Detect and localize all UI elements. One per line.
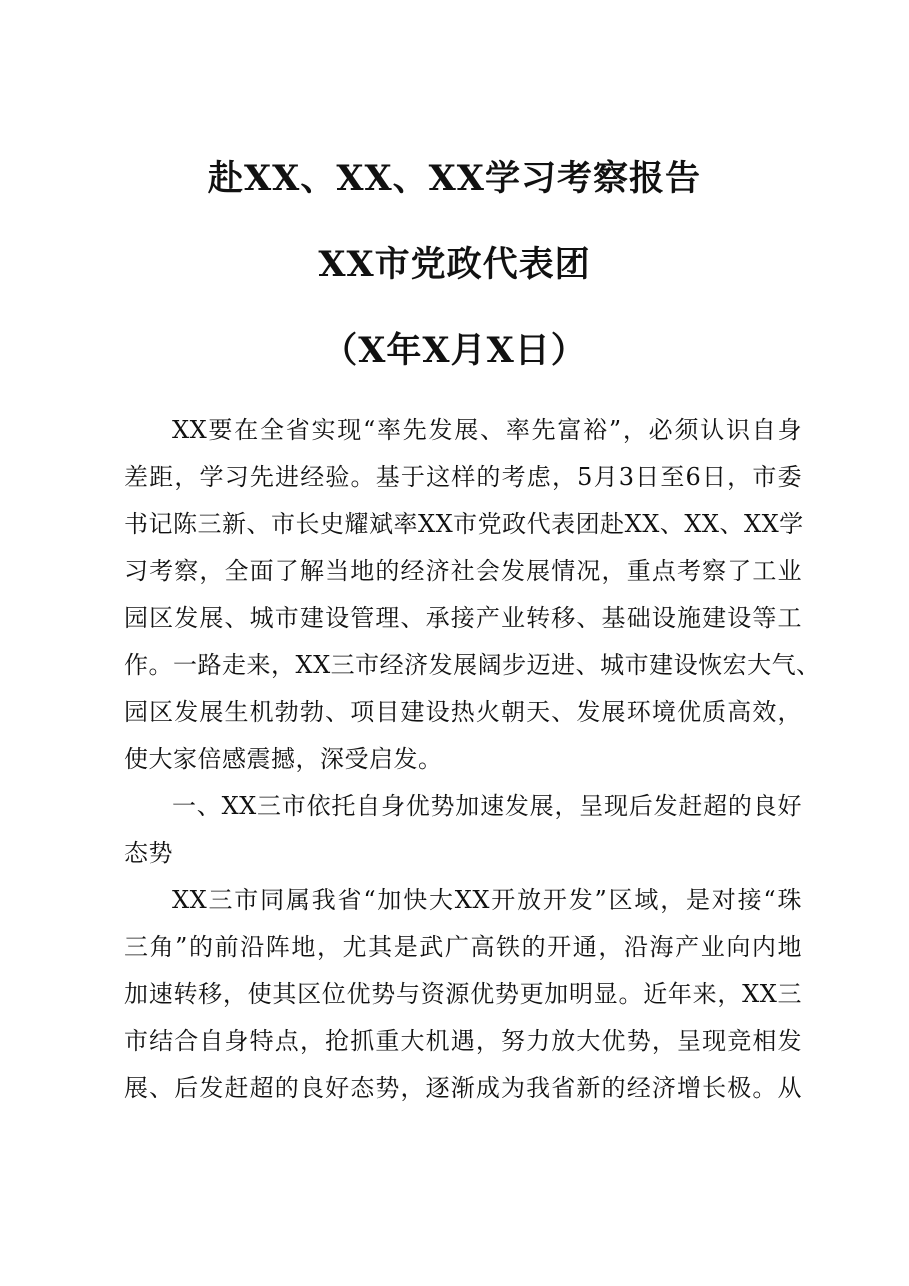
paragraph-1-line-5: 园区发展、城市建设管理、承接产业转移、基础设施建设等工	[124, 604, 802, 632]
paragraph-3-line-4: 市结合自身特点，抢抓重大机遇，努力放大优势，呈现竞相发	[124, 1027, 802, 1055]
paragraph-1-line-4: 习考察，全面了解当地的经济社会发展情况，重点考察了工业	[124, 557, 802, 585]
paragraph-3-line-1: XX三市同属我省“加快大XX开放开发”区域，是对接“珠	[172, 886, 802, 914]
paragraph-1-line-7: 园区发展生机勃勃、项目建设热火朝天、发展环境优质高效，	[124, 698, 802, 726]
document-date: （X年X月X日）	[322, 330, 587, 371]
paragraph-1-line-1: XX要在全省实现“率先发展、率先富裕”，必须认识自身	[172, 416, 802, 444]
section-heading-line-1: 一、XX三市依托自身优势加速发展，呈现后发赶超的良好	[172, 792, 802, 820]
section-heading-line-2: 态势	[124, 839, 173, 867]
paragraph-1-line-3: 书记陈三新、市长史耀斌率XX市党政代表团赴XX、XX、XX学	[124, 510, 804, 538]
document-issuer: XX市党政代表团	[318, 244, 591, 285]
paragraph-1-line-6: 作。一路走来，XX三市经济发展阔步迈进、城市建设恢宏大气、	[124, 651, 821, 679]
paragraph-1-line-8: 使大家倍感震撼，深受启发。	[124, 745, 443, 773]
title-block	[0, 150, 909, 380]
paragraph-3-line-5: 展、后发赶超的良好态势，逐渐成为我省新的经济增长极。从	[124, 1074, 802, 1102]
paragraph-3-line-3: 加速转移，使其区位优势与资源优势更加明显。近年来，XX三	[124, 980, 802, 1008]
paragraph-3-line-2: 三角”的前沿阵地，尤其是武广高铁的开通，沿海产业向内地	[124, 933, 802, 961]
document-title: 赴XX、XX、XX学习考察报告	[208, 158, 701, 199]
document-body	[124, 407, 821, 1112]
paragraph-1-line-2: 差距，学习先进经验。基于这样的考虑，5月3日至6日，市委	[124, 463, 802, 491]
